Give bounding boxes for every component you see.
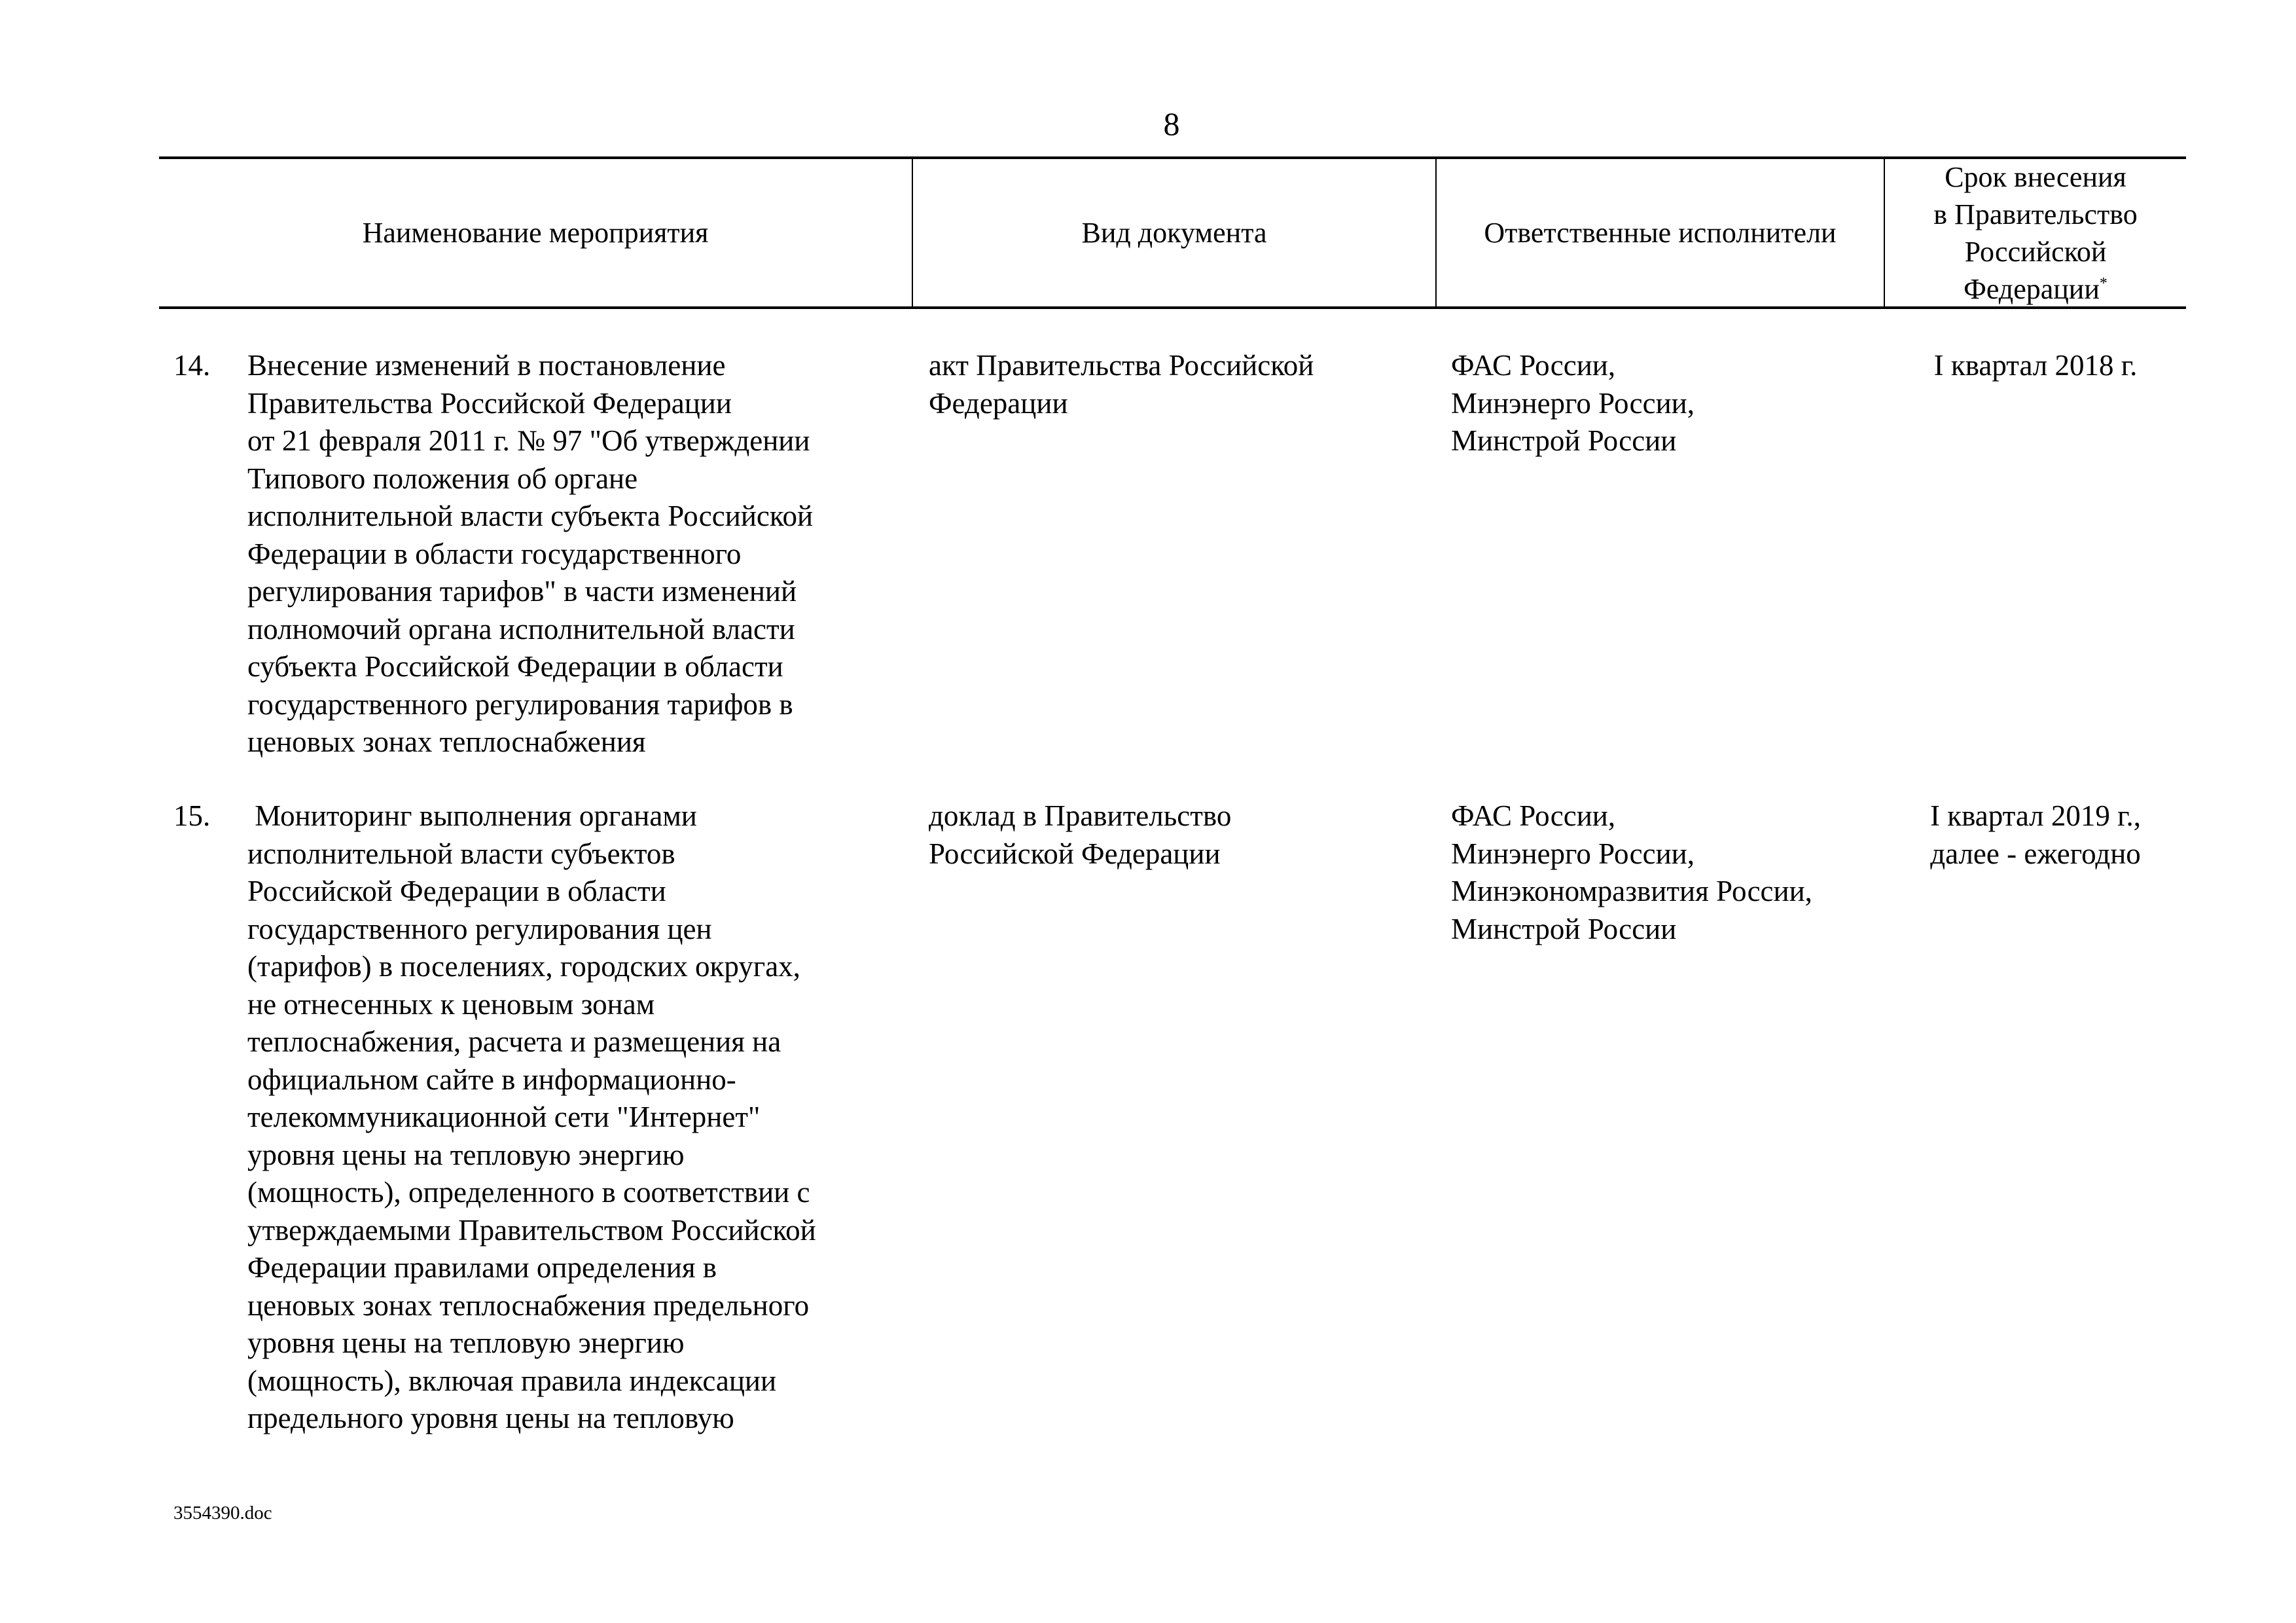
event-name-line: Федерации в области государственного (247, 537, 742, 570)
event-name-line: исполнительной власти субъекта Российской (247, 500, 814, 532)
header-deadline-line: Федерации (1964, 272, 2100, 305)
event-name-line: полномочий органа исполнительной власти (247, 612, 795, 646)
header-deadline-line: в Правительство (1933, 198, 2138, 230)
header-deadline (1885, 158, 2186, 308)
event-name-line: Российской Федерации в области (247, 875, 666, 907)
header-document-type: Вид документа (1081, 217, 1267, 249)
executors-line: Минстрой России (1451, 912, 1677, 945)
deadline-line: I квартал 2019 г., (1929, 799, 2142, 832)
row-number: 15. (173, 799, 211, 832)
event-name-line: ценовых зонах теплоснабжения предельного (247, 1288, 810, 1322)
event-name-line: Типового положения об органе (247, 462, 638, 495)
event-name-line: предельного уровня цены на тепловую (247, 1402, 734, 1434)
event-name-line: (тарифов) в поселениях, городских округах, (247, 950, 800, 983)
event-name-line: утверждаемыми Правительством Российской (247, 1213, 816, 1247)
event-name-line: от 21 февраля 2011 г. № 97 "Об утверждении (247, 424, 810, 457)
event-name-line: регулирования тарифов" в части изменений (247, 575, 797, 608)
document-type-line: доклад в Правительство (929, 799, 1232, 832)
document-type-line: Федерации (929, 386, 1068, 420)
event-name (247, 347, 813, 761)
executors-line: ФАС России, (1451, 349, 1616, 382)
executors-line: Минэнерго России, (1451, 837, 1695, 870)
event-name-line: не отнесенных к ценовым зонам (247, 987, 655, 1021)
event-name-line: государственного регулирования тарифов в (247, 687, 793, 721)
executors (1451, 347, 1695, 460)
event-name-line: государственного регулирования цен (247, 912, 712, 945)
header-deadline-line: Российской (1964, 235, 2107, 268)
event-name-line: Мониторинг выполнения органами (247, 799, 697, 832)
executors-line: Минэнерго России, (1451, 386, 1695, 420)
event-name-line: официальном сайте в информационно- (247, 1063, 736, 1096)
header-executors: Ответственные исполнители (1484, 217, 1837, 249)
document-filename: 3554390.doc (173, 1503, 272, 1523)
header-deadline-line: Срок внесения (1945, 160, 2126, 193)
event-name-line: уровня цены на тепловую энергию (247, 1138, 685, 1171)
document-type-line: Российской Федерации (929, 837, 1221, 870)
event-name-line: исполнительной власти субъектов (247, 837, 675, 870)
executors-line: Минстрой России (1451, 424, 1677, 457)
document-type (929, 347, 1314, 422)
event-name (247, 797, 816, 1438)
event-name-line: теплоснабжения, расчета и размещения на (247, 1025, 781, 1058)
event-name-line: субъекта Российской Федерации в области (247, 650, 783, 683)
event-name-line: Правительства Российской Федерации (247, 386, 732, 420)
document-type (929, 797, 1231, 873)
footnote-mark: * (2099, 274, 2108, 292)
event-name-line: уровня цены на тепловую энергию (247, 1326, 685, 1359)
event-name-line: Внесение изменений в постановление (247, 349, 726, 382)
executors-line: ФАС России, (1451, 799, 1616, 832)
deadline-line: I квартал 2018 г. (1933, 349, 2138, 382)
page-number: 8 (1163, 105, 1180, 142)
deadline (1885, 797, 2186, 873)
row-number: 14. (173, 349, 211, 382)
document-type-line: акт Правительства Российской (929, 349, 1314, 382)
event-name-line: (мощность), включая правила индексации (247, 1364, 777, 1397)
event-name-line: ценовых зонах теплоснабжения (247, 725, 646, 758)
deadline (1885, 347, 2186, 385)
event-name-line: (мощность), определенного в соответствии с (247, 1176, 810, 1209)
event-name-line: телекоммуникационной сети "Интернет" (247, 1101, 761, 1133)
executors (1451, 797, 1812, 948)
header-event-name: Наименование мероприятия (362, 217, 709, 249)
event-name-line: Федерации правилами определения в (247, 1251, 717, 1284)
executors-line: Минэкономразвития России, (1451, 875, 1812, 907)
deadline-line: далее - ежегодно (1930, 837, 2141, 870)
